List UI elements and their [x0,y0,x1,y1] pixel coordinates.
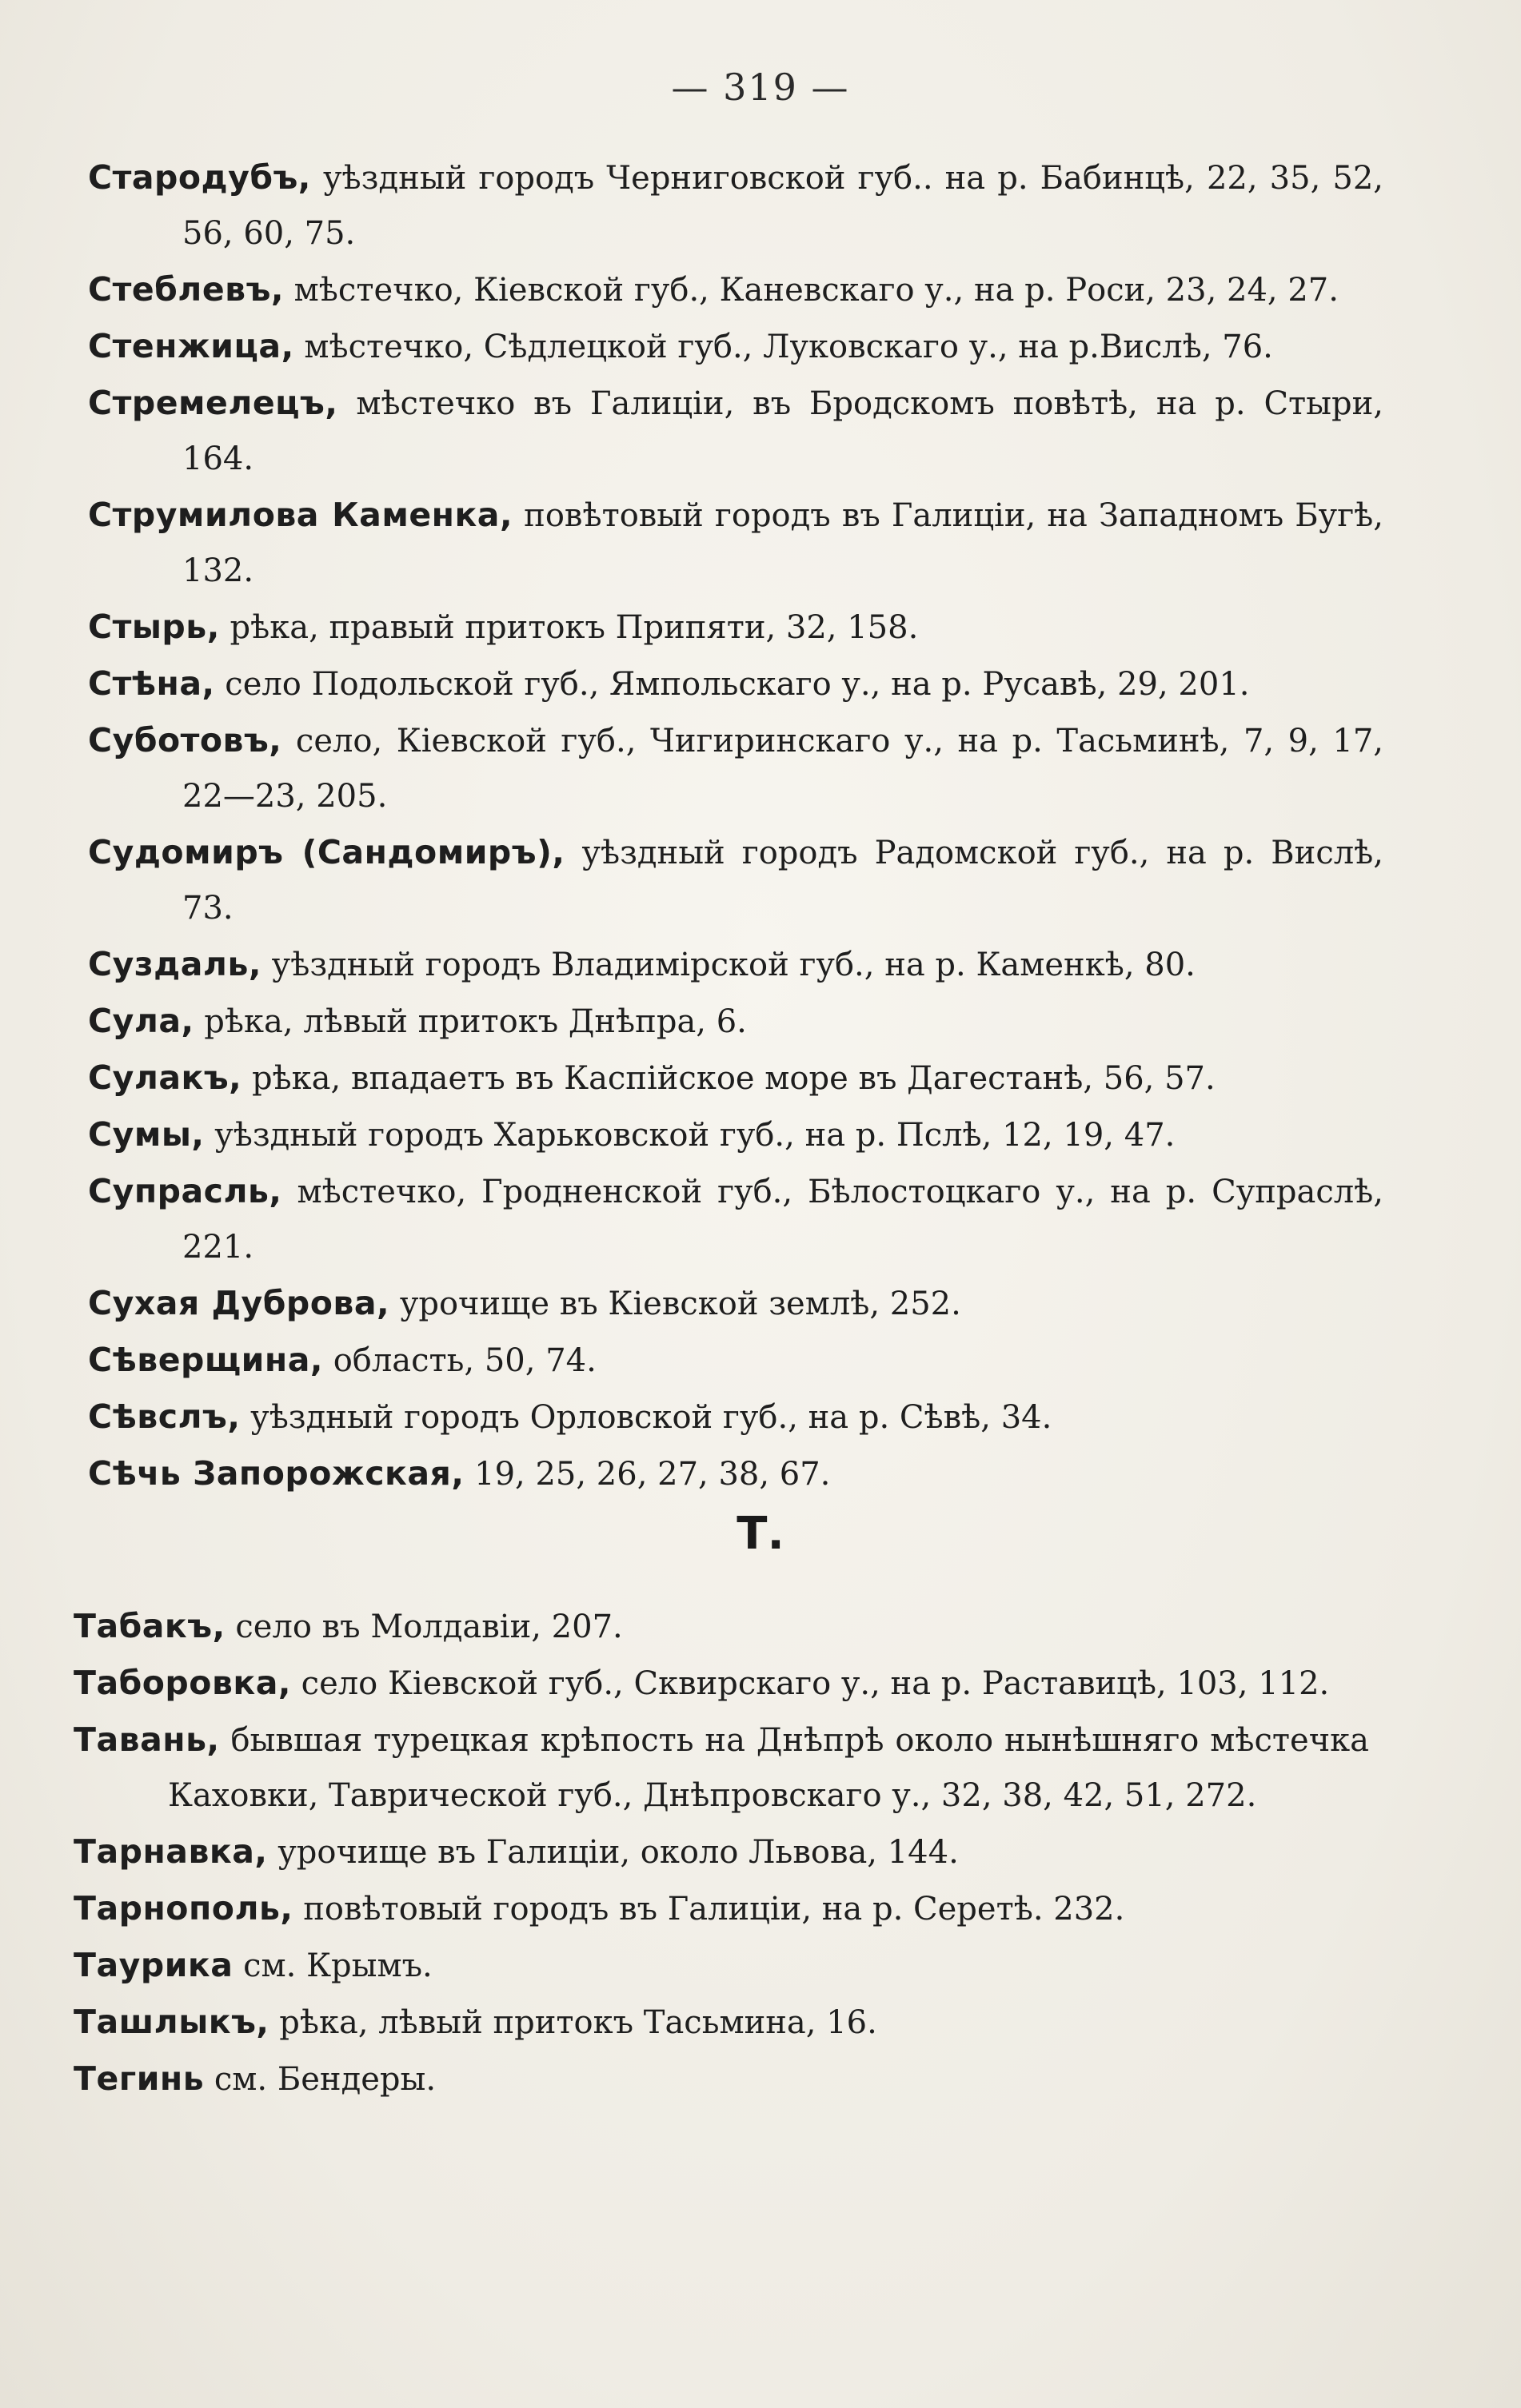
entry-text: бывшая турецкая крѣпость на Днѣпрѣ около нынѣшняго мѣстечка Каховки, Таврической губ., Днѣпровскаго у., 32, 38, 42, 51, 272. [168,1722,1369,1814]
entry-text: мѣстечко въ Галиціи, въ Бродскомъ повѣтѣ, на р. Стыри, 164. [182,385,1383,477]
entry-text: урочище въ Кіевской землѣ, 252. [389,1286,961,1322]
index-entry [88,825,1383,936]
entry-text: см. Крымъ. [233,1948,433,1984]
index-entry [88,1446,1383,1502]
entry-heading: Тавань, [74,1720,220,1759]
entry-heading: Стырь, [88,608,220,646]
entry-heading: Сѣвслъ, [88,1397,241,1436]
entry-text: село Подольской губ., Ямпольскаго у., на р. Русавѣ, 29, 201. [214,666,1250,703]
index-entry [88,1276,1383,1332]
entry-heading: Суздаль, [88,945,261,983]
entry-text: уѣздный городъ Радомской губ., на р. Вислѣ, 73. [182,835,1383,927]
index-entry [88,319,1383,375]
entry-heading: Стремелецъ, [88,384,338,422]
index-entry [88,1164,1383,1275]
page-number: — 319 — [671,66,850,109]
entry-heading: Сула, [88,1002,194,1040]
index-entry [74,1938,1369,1994]
entry-text: область, 50, 74. [322,1342,597,1379]
entry-heading: Стенжица, [88,327,294,365]
entry-heading: Стародубъ, [88,158,311,197]
index-entry [88,713,1383,824]
index-entry [74,1995,1369,2051]
entry-text: повѣтовый городъ въ Галиціи, на р. Серетѣ. 232. [293,1891,1125,1928]
index-entries-t [74,1599,1369,2107]
entry-heading: Ташлыкъ, [74,2003,269,2041]
entry-text: рѣка, впадаетъ въ Каспійское море въ Дагестанѣ, 56, 57. [242,1060,1216,1097]
index-entry [88,1389,1383,1445]
entry-text: рѣка, правый притокъ Припяти, 32, 158. [219,609,919,646]
entry-heading: Тарнавка, [74,1832,268,1871]
entry-text: село, Кіевской губ., Чигиринскаго у., на р. Тасьминѣ, 7, 9, 17, 22—23, 205. [182,723,1383,815]
entry-heading: Сулакъ, [88,1058,242,1097]
entry-heading: Таурика [74,1946,234,1984]
entry-heading: Табакъ, [74,1607,226,1645]
index-entry [88,994,1383,1050]
index-entry [88,937,1383,993]
index-entry [88,1051,1383,1106]
entry-heading: Сумы, [88,1115,205,1154]
index-entry [88,600,1383,656]
entry-text: рѣка, лѣвый притокъ Днѣпра, 6. [194,1003,747,1040]
entry-text: уѣздный городъ Черниговской губ.. на р. Бабинцѣ, 22, 35, 52, 56, 60, 75. [182,160,1383,252]
entry-heading: Тегинь [74,2059,205,2098]
index-entry [88,376,1383,487]
entry-text: повѣтовый городъ въ Галиціи, на Западномъ Бугѣ, 132. [182,497,1383,589]
entry-text: село въ Молдавіи, 207. [225,1609,623,1645]
index-entries-s [88,150,1383,1502]
index-entry [88,262,1383,318]
index-entry [74,1824,1369,1880]
section-letter-heading: Т. [737,1508,784,1560]
entry-text: см. Бендеры. [204,2061,437,2098]
entry-text: мѣстечко, Гродненской губ., Бѣлостоцкаго у., на р. Супраслѣ, 221. [182,1174,1383,1266]
entry-text: село Кіевской губ., Сквирскаго у., на р. Раставицѣ, 103, 112. [290,1665,1330,1702]
entry-text: рѣка, лѣвый притокъ Тасьмина, 16. [269,2004,877,2041]
entry-heading: Супрасль, [88,1172,282,1210]
index-entry [88,488,1383,599]
index-entry [74,1599,1369,1655]
entry-heading: Сѣчь Запорожская, [88,1454,465,1493]
entry-heading: Судомиръ (Сандомиръ), [88,833,565,871]
index-entry [88,656,1383,712]
entry-text: уѣздный городъ Владимірской губ., на р. Каменкѣ, 80. [261,947,1196,983]
index-entry [88,1333,1383,1389]
index-entry [88,1107,1383,1163]
entry-heading: Таборовка, [74,1664,291,1702]
entry-text: урочище въ Галиціи, около Львова, 144. [267,1834,959,1871]
index-entry [74,1656,1369,1712]
entry-heading: Суботовъ, [88,721,282,759]
entry-heading: Сухая Дуброва, [88,1284,390,1322]
entry-heading: Сѣверщина, [88,1341,323,1379]
entry-heading: Стеблевъ, [88,270,284,309]
index-entry [74,1881,1369,1937]
index-entry [88,150,1383,261]
entry-text: 19, 25, 26, 27, 38, 67. [464,1456,831,1493]
entry-heading: Струмилова Каменка, [88,496,513,534]
entry-text: уѣздный городъ Харьковской губ., на р. Пслѣ, 12, 19, 47. [204,1117,1176,1154]
entry-text: мѣстечко, Кіевской губ., Каневскаго у., на р. Роси, 23, 24, 27. [283,272,1339,309]
entry-heading: Тарнополь, [74,1889,293,1928]
index-entry [74,2051,1369,2107]
index-entry [74,1712,1369,1824]
entry-text: мѣстечко, Сѣдлецкой губ., Луковскаго у., на р.Вислѣ, 76. [293,329,1273,365]
entry-heading: Стѣна, [88,664,215,703]
entry-text: уѣздный городъ Орловской губ., на р. Сѣвѣ, 34. [240,1399,1052,1436]
